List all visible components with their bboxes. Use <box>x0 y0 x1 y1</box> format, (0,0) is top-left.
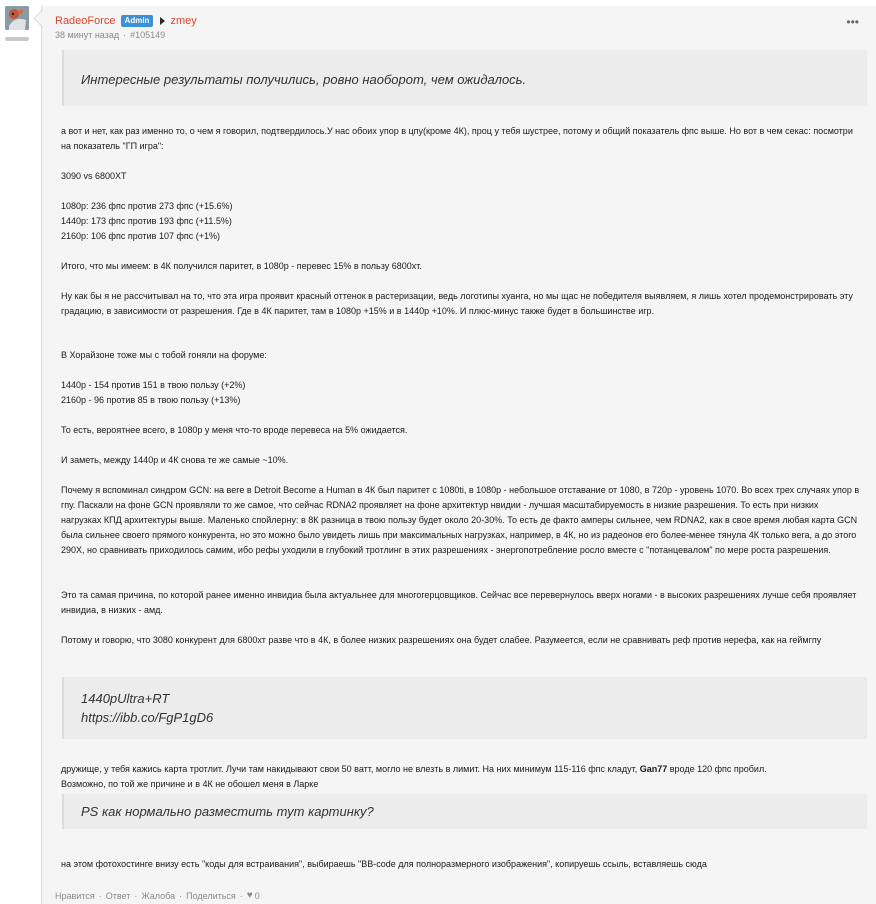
quote-text: Интересные результаты получились, ровно наоборот, чем ожидалось. <box>81 72 527 87</box>
reply-to-link[interactable]: zmey <box>170 15 197 27</box>
text-span: дружище, у тебя кажись карта тротлит. Лучи там накидывают свои 50 ватт, могло не влезть в лимит. На них минимум 115-116 фпс кладут, <box>61 764 640 774</box>
separator: · <box>134 890 138 901</box>
paragraph: 2160p - 96 против 85 в твою пользу (+13%) <box>61 395 241 405</box>
text-span: Возможно, по той же причине и в 4К не обошел меня в Ларке <box>61 779 319 789</box>
paragraph: Почему я вспоминал синдром GCN: на веге в Detroit Become a Human в 4К был паритет с 1080ti, в 1080р - небольшое отставание от 1080, в 720р - уровень 1070. Во всех трех случаях упор в гпу. Паскали на фоне GCN проявляли то же самое, что сейчас RDNA2 проявляет на фоне архитектур нвидии - лучшая масштабируемость в низкие разрешения. То есть при низких нагрузках КПД архитектуры выше. Маленько спойлерну: в 8К разница в твою пользу будет около 20-30%. То есть де факто амперы сильнее, чем RDNA2, как в свое время любая карта GCN была сильнее своего прямого конкурента, но это можно было увидеть лишь при максимальных нагрузках, например, в 4К, но из радеонов его более-менее тянула 4К только вега, а до этого 290X, но сравнивать приходилось самим, ибо рефы уходили в глубокий тротлинг в этих разрешениях - энергопотребление росло вместе с "потанцевалом" по мере роста разрешения. <box>61 485 860 555</box>
user-status-bar <box>5 37 29 41</box>
user-mention[interactable]: Gan77 <box>639 764 668 774</box>
separator: · <box>123 30 127 40</box>
separator: · <box>98 890 102 901</box>
paragraph: а вот и нет, как раз именно то, о чем я говорил, подтвердилось.У нас обоих упор в цпу(кроме 4К), проц у тебя шустрее, потому и общий показатель фпс выше. Но вот в чем секас: посмотри на показатель "ГП игра": <box>61 126 853 151</box>
likes-count[interactable]: 0 <box>254 890 260 901</box>
quote-link[interactable]: https://ibb.co/FgP1gD6 <box>81 710 214 725</box>
more-options-icon[interactable]: ••• <box>846 15 859 29</box>
paragraph: 1440p: 173 фпс против 193 фпс (+11.5%) <box>61 216 232 226</box>
post-actions <box>55 890 260 901</box>
reply-arrow-icon <box>160 17 165 25</box>
quote-block <box>62 50 867 106</box>
paragraph: Потому и говорю, что 3080 конкурент для 6800хт разве что в 4К, в более низких разрешениях она будет слабее. Разумеется, если не сравнивать реф против нерефа, как на геймгпу <box>61 635 822 645</box>
reply-button[interactable]: Ответ <box>105 890 131 901</box>
paragraph: То есть, вероятнее всего, в 1080р у меня что-то вроде перевеса на 5% ожидается. <box>61 425 408 435</box>
paragraph: 1440p - 154 против 151 в твою пользу (+2%) <box>61 380 246 390</box>
post-id-link[interactable]: #105149 <box>130 30 166 40</box>
post-time[interactable]: 38 минут назад <box>55 30 120 40</box>
paragraph: 1080p: 236 фпс против 273 фпс (+15.6%) <box>61 201 233 211</box>
paragraph: 2160p: 106 фпс против 107 фпс (+1%) <box>61 231 220 241</box>
paragraph: на этом фотохостинге внизу есть "коды для встраивания", выбираешь "BB-code для полноразмерного изображения", копируешь ссыль, вставляешь сюда <box>61 859 707 869</box>
paragraph: Итого, что мы имеем: в 4К получился паритет, в 1080p - перевес 15% в пользу 6800хт. <box>61 261 422 271</box>
heart-icon: ♥ <box>246 890 253 901</box>
quote-text: 1440pUltra+RT <box>81 691 170 706</box>
separator: · <box>179 890 183 901</box>
paragraph: Ну как бы я не рассчитывал на то, что эта игра проявит красный оттенок в растеризации, ведь логотипы хуанга, но мы щас не победителя выявляем, я лишь хотел продемонстрировать эту градацию, в зависимости от разрешения. Где в 4К паритет, там в 1080р +15% и в 1440р +10%. И плюс-минус также будет в большинстве игр. <box>61 291 853 316</box>
paragraph: В Хорайзоне тоже мы с тобой гоняли на форуме: <box>61 350 267 360</box>
admin-badge: Admin <box>121 15 154 27</box>
quote-block <box>62 794 867 829</box>
paragraph: И заметь, между 1440р и 4К снова те же самые ~10%. <box>61 455 289 465</box>
paragraph <box>61 762 861 792</box>
avatar-column <box>5 6 29 41</box>
post-meta <box>55 30 165 40</box>
quote-text: PS как нормально разместить тут картинку? <box>81 804 374 819</box>
post-container <box>41 6 876 904</box>
author-link[interactable]: RadeoForce <box>55 15 116 27</box>
post-header <box>55 15 197 27</box>
separator: · <box>239 890 243 901</box>
text-span: вроде 120 фпс пробил. <box>667 764 767 774</box>
paragraph: Это та самая причина, по которой ранее именно инвидиа была актуальнее для многогерцовщиков. Сейчас все перевернулось вверх ногами - в высоких разрешениях лучше себя проявляет инвидиа, в низких - амд. <box>61 590 857 615</box>
quote-block <box>62 677 867 739</box>
like-button[interactable]: Нравится <box>55 890 95 901</box>
share-button[interactable]: Поделиться <box>186 890 236 901</box>
report-button[interactable]: Жалоба <box>141 890 176 901</box>
avatar[interactable] <box>5 6 29 30</box>
paragraph: 3090 vs 6800XT <box>61 171 127 181</box>
